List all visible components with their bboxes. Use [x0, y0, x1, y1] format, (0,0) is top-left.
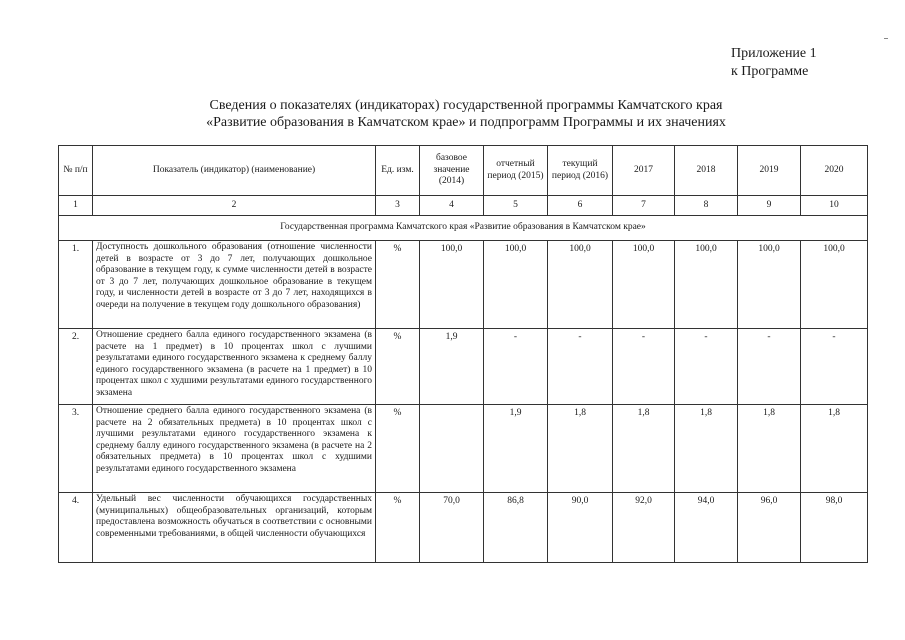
document-title [60, 97, 872, 131]
column-number: 7 [613, 196, 675, 216]
table-row [59, 405, 868, 493]
column-number: 10 [801, 196, 868, 216]
row-value: 1,9 [484, 405, 548, 493]
column-number: 2 [93, 196, 376, 216]
header-no: № п/п [59, 146, 93, 196]
row-value: - [738, 329, 801, 405]
row-value: 1,8 [548, 405, 613, 493]
appendix-label [731, 45, 817, 81]
row-value: 1,8 [738, 405, 801, 493]
row-value: 1,8 [613, 405, 675, 493]
row-unit: % [376, 405, 420, 493]
header-2018: 2018 [675, 146, 738, 196]
scan-mark [884, 38, 888, 39]
row-value: 92,0 [613, 493, 675, 563]
row-value: 100,0 [613, 241, 675, 329]
header-current: текущий период (2016) [548, 146, 613, 196]
header-2020: 2020 [801, 146, 868, 196]
column-number: 5 [484, 196, 548, 216]
row-value: 96,0 [738, 493, 801, 563]
header-reported: отчетный период (2015) [484, 146, 548, 196]
indicators-table [58, 145, 868, 563]
column-number: 9 [738, 196, 801, 216]
row-value: 100,0 [675, 241, 738, 329]
header-unit: Ед. изм. [376, 146, 420, 196]
row-value: - [801, 329, 868, 405]
table-row [59, 241, 868, 329]
row-value: 100,0 [420, 241, 484, 329]
row-value: 70,0 [420, 493, 484, 563]
row-number: 2. [59, 329, 93, 405]
section-row [59, 216, 868, 241]
title-line-2: «Развитие образования в Камчатском крае» и подпрограмм Программы и их значениях [206, 115, 726, 130]
column-number: 4 [420, 196, 484, 216]
row-value: - [613, 329, 675, 405]
row-number: 3. [59, 405, 93, 493]
row-unit: % [376, 241, 420, 329]
row-value: - [548, 329, 613, 405]
row-value: 86,8 [484, 493, 548, 563]
row-indicator: Отношение среднего балла единого государственного экзамена (в расчете на 1 предмет) в 10 процентах школ с лучшими результатами единого государственного экзамена к среднему баллу единого государственного экзамена (в расчете на 1 предмет) в 10 процентах школ с худшими результатами единого государственного экзамена [93, 329, 376, 405]
header-2017: 2017 [613, 146, 675, 196]
row-value: 1,8 [801, 405, 868, 493]
appendix-line-1: Приложение 1 [731, 46, 817, 61]
row-value: 100,0 [548, 241, 613, 329]
row-value: 1,9 [420, 329, 484, 405]
row-value: 94,0 [675, 493, 738, 563]
column-number: 8 [675, 196, 738, 216]
row-value: 100,0 [801, 241, 868, 329]
row-value: 100,0 [738, 241, 801, 329]
title-line-1: Сведения о показателях (индикаторах) государственной программы Камчатского края [209, 98, 723, 113]
header-2019: 2019 [738, 146, 801, 196]
header-base: базовое значение (2014) [420, 146, 484, 196]
row-unit: % [376, 329, 420, 405]
column-number: 3 [376, 196, 420, 216]
row-value: - [484, 329, 548, 405]
header-row [59, 146, 868, 196]
row-value: 98,0 [801, 493, 868, 563]
row-value: - [675, 329, 738, 405]
row-value: 1,8 [675, 405, 738, 493]
table-row [59, 493, 868, 563]
row-number: 4. [59, 493, 93, 563]
table-row [59, 329, 868, 405]
column-number: 6 [548, 196, 613, 216]
column-number: 1 [59, 196, 93, 216]
row-indicator: Удельный вес численности обучающихся государственных (муниципальных) общеобразовательных организаций, которым предоставлена возможность обучаться в соответствии с основными современными требованиями, в общей численности обучающихся [93, 493, 376, 563]
row-indicator: Доступность дошкольного образования (отношение численности детей в возрасте от 3 до 7 лет, получающих дошкольное образование в текущем году, к сумме численности детей в возрасте от 3 до 7 лет, получающих дошкольное образование в текущем году, и численности детей в возрасте от 3 до 7 лет, находящихся в очереди на получение в текущем году дошкольного образования) [93, 241, 376, 329]
row-value: 90,0 [548, 493, 613, 563]
row-unit: % [376, 493, 420, 563]
row-value [420, 405, 484, 493]
section-title: Государственная программа Камчатского края «Развитие образования в Камчатском крае» [59, 216, 868, 241]
column-number-row [59, 196, 868, 216]
row-indicator: Отношение среднего балла единого государственного экзамена (в расчете на 2 обязательных предмета) в 10 процентах школ с лучшими результатами единого государственного экзамена к среднему баллу единого государственного экзамена (в расчете на 2 обязательных предмета) в 10 процентах школ с худшими результатами единого государственного экзамена [93, 405, 376, 493]
row-value: 100,0 [484, 241, 548, 329]
row-number: 1. [59, 241, 93, 329]
header-indicator: Показатель (индикатор) (наименование) [93, 146, 376, 196]
appendix-line-2: к Программе [731, 64, 809, 79]
